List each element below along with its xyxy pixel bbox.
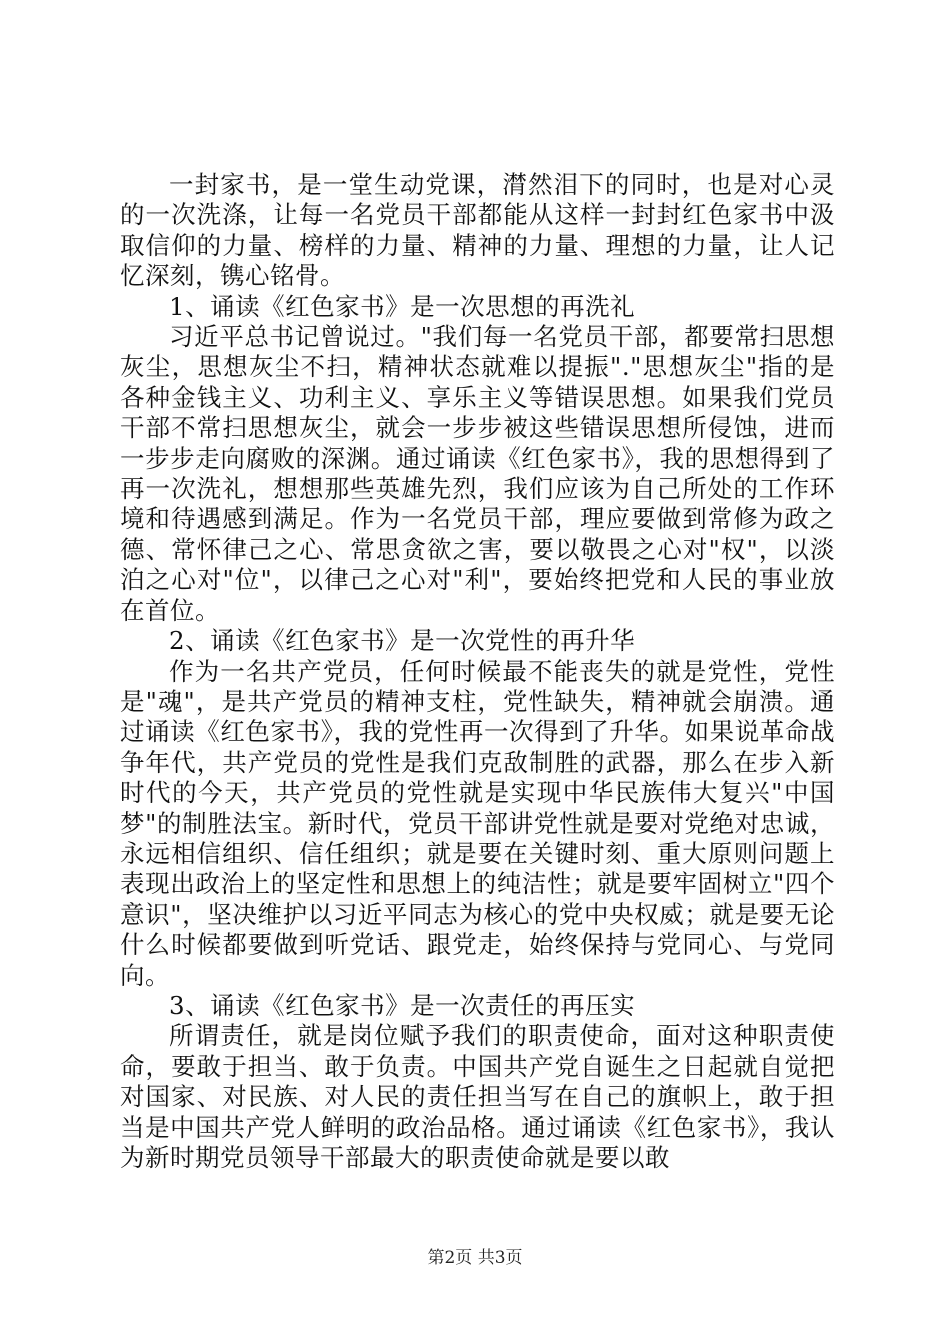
intro-paragraph: 一封家书，是一堂生动党课，潸然泪下的同时，也是对心灵的一次洗涤，让每一名党员干部都能从这样一封封红色家书中汲取信仰的力量、榜样的力量、精神的力量、理想的力量，让人记忆深刻，镌心铭骨。 — [120, 170, 835, 291]
section-heading-1: 1、诵读《红色家书》是一次思想的再洗礼 — [169, 291, 636, 321]
section-paragraph-3: 所谓责任，就是岗位赋予我们的职责使命，面对这种职责使命，要敢于担当、敢于负责。中国共产党自诞生之日起就自觉把对国家、对民族、对人民的责任担当写在自己的旗帜上，敢于担当是中国共产党人鲜明的政治品格。通过诵读《红色家书》，我认为新时期党员领导干部最大的职责使命就是要以敢 — [120, 1021, 835, 1172]
section-paragraph-1: 习近平总书记曾说过。"我们每一名党员干部，都要常扫思想灰尘，思想灰尘不扫，精神状态就难以提振"."思想灰尘"指的是各种金钱主义、功利主义、享乐主义等错误思想。如果我们党员干部不常扫思想灰尘，就会一步步被这些错误思想所侵蚀，进而一步步走向腐败的深渊。通过诵读《红色家书》，我的思想得到了再一次洗礼，想想那些英雄先烈，我们应该为自己所处的工作环境和待遇感到满足。作为一名党员干部，理应要做到常修为政之德、常怀律己之心、常思贪欲之害，要以敬畏之心对"权"，以淡泊之心对"位"，以律己之心对"利"，要始终把党和人民的事业放在首位。 — [120, 322, 835, 625]
section-paragraph-2: 作为一名共产党员，任何时候最不能丧失的就是党性，党性是"魂"，是共产党员的精神支柱，党性缺失，精神就会崩溃。通过诵读《红色家书》，我的党性再一次得到了升华。如果说革命战争年代，共产党员的党性是我们克敌制胜的武器，那么在步入新时代的今天，共产党员的党性就是实现中华民族伟大复兴"中国梦"的制胜法宝。新时代，党员干部讲党性就是要对党绝对忠诚，永远相信组织、信任组织；就是要在关键时刻、重大原则问题上表现出政治上的坚定性和思想上的纯洁性；就是要牢固树立"四个意识"，坚决维护以习近平同志为核心的党中央权威；就是要无论什么时候都要做到听党话、跟党走，始终保持与党同心、与党同向。 — [120, 656, 835, 990]
section-heading-3: 3、诵读《红色家书》是一次责任的再压实 — [169, 990, 636, 1020]
document-body — [120, 170, 835, 1173]
section-heading-2: 2、诵读《红色家书》是一次党性的再升华 — [169, 626, 636, 656]
page-footer: 第2页 共3页 — [427, 1248, 523, 1268]
